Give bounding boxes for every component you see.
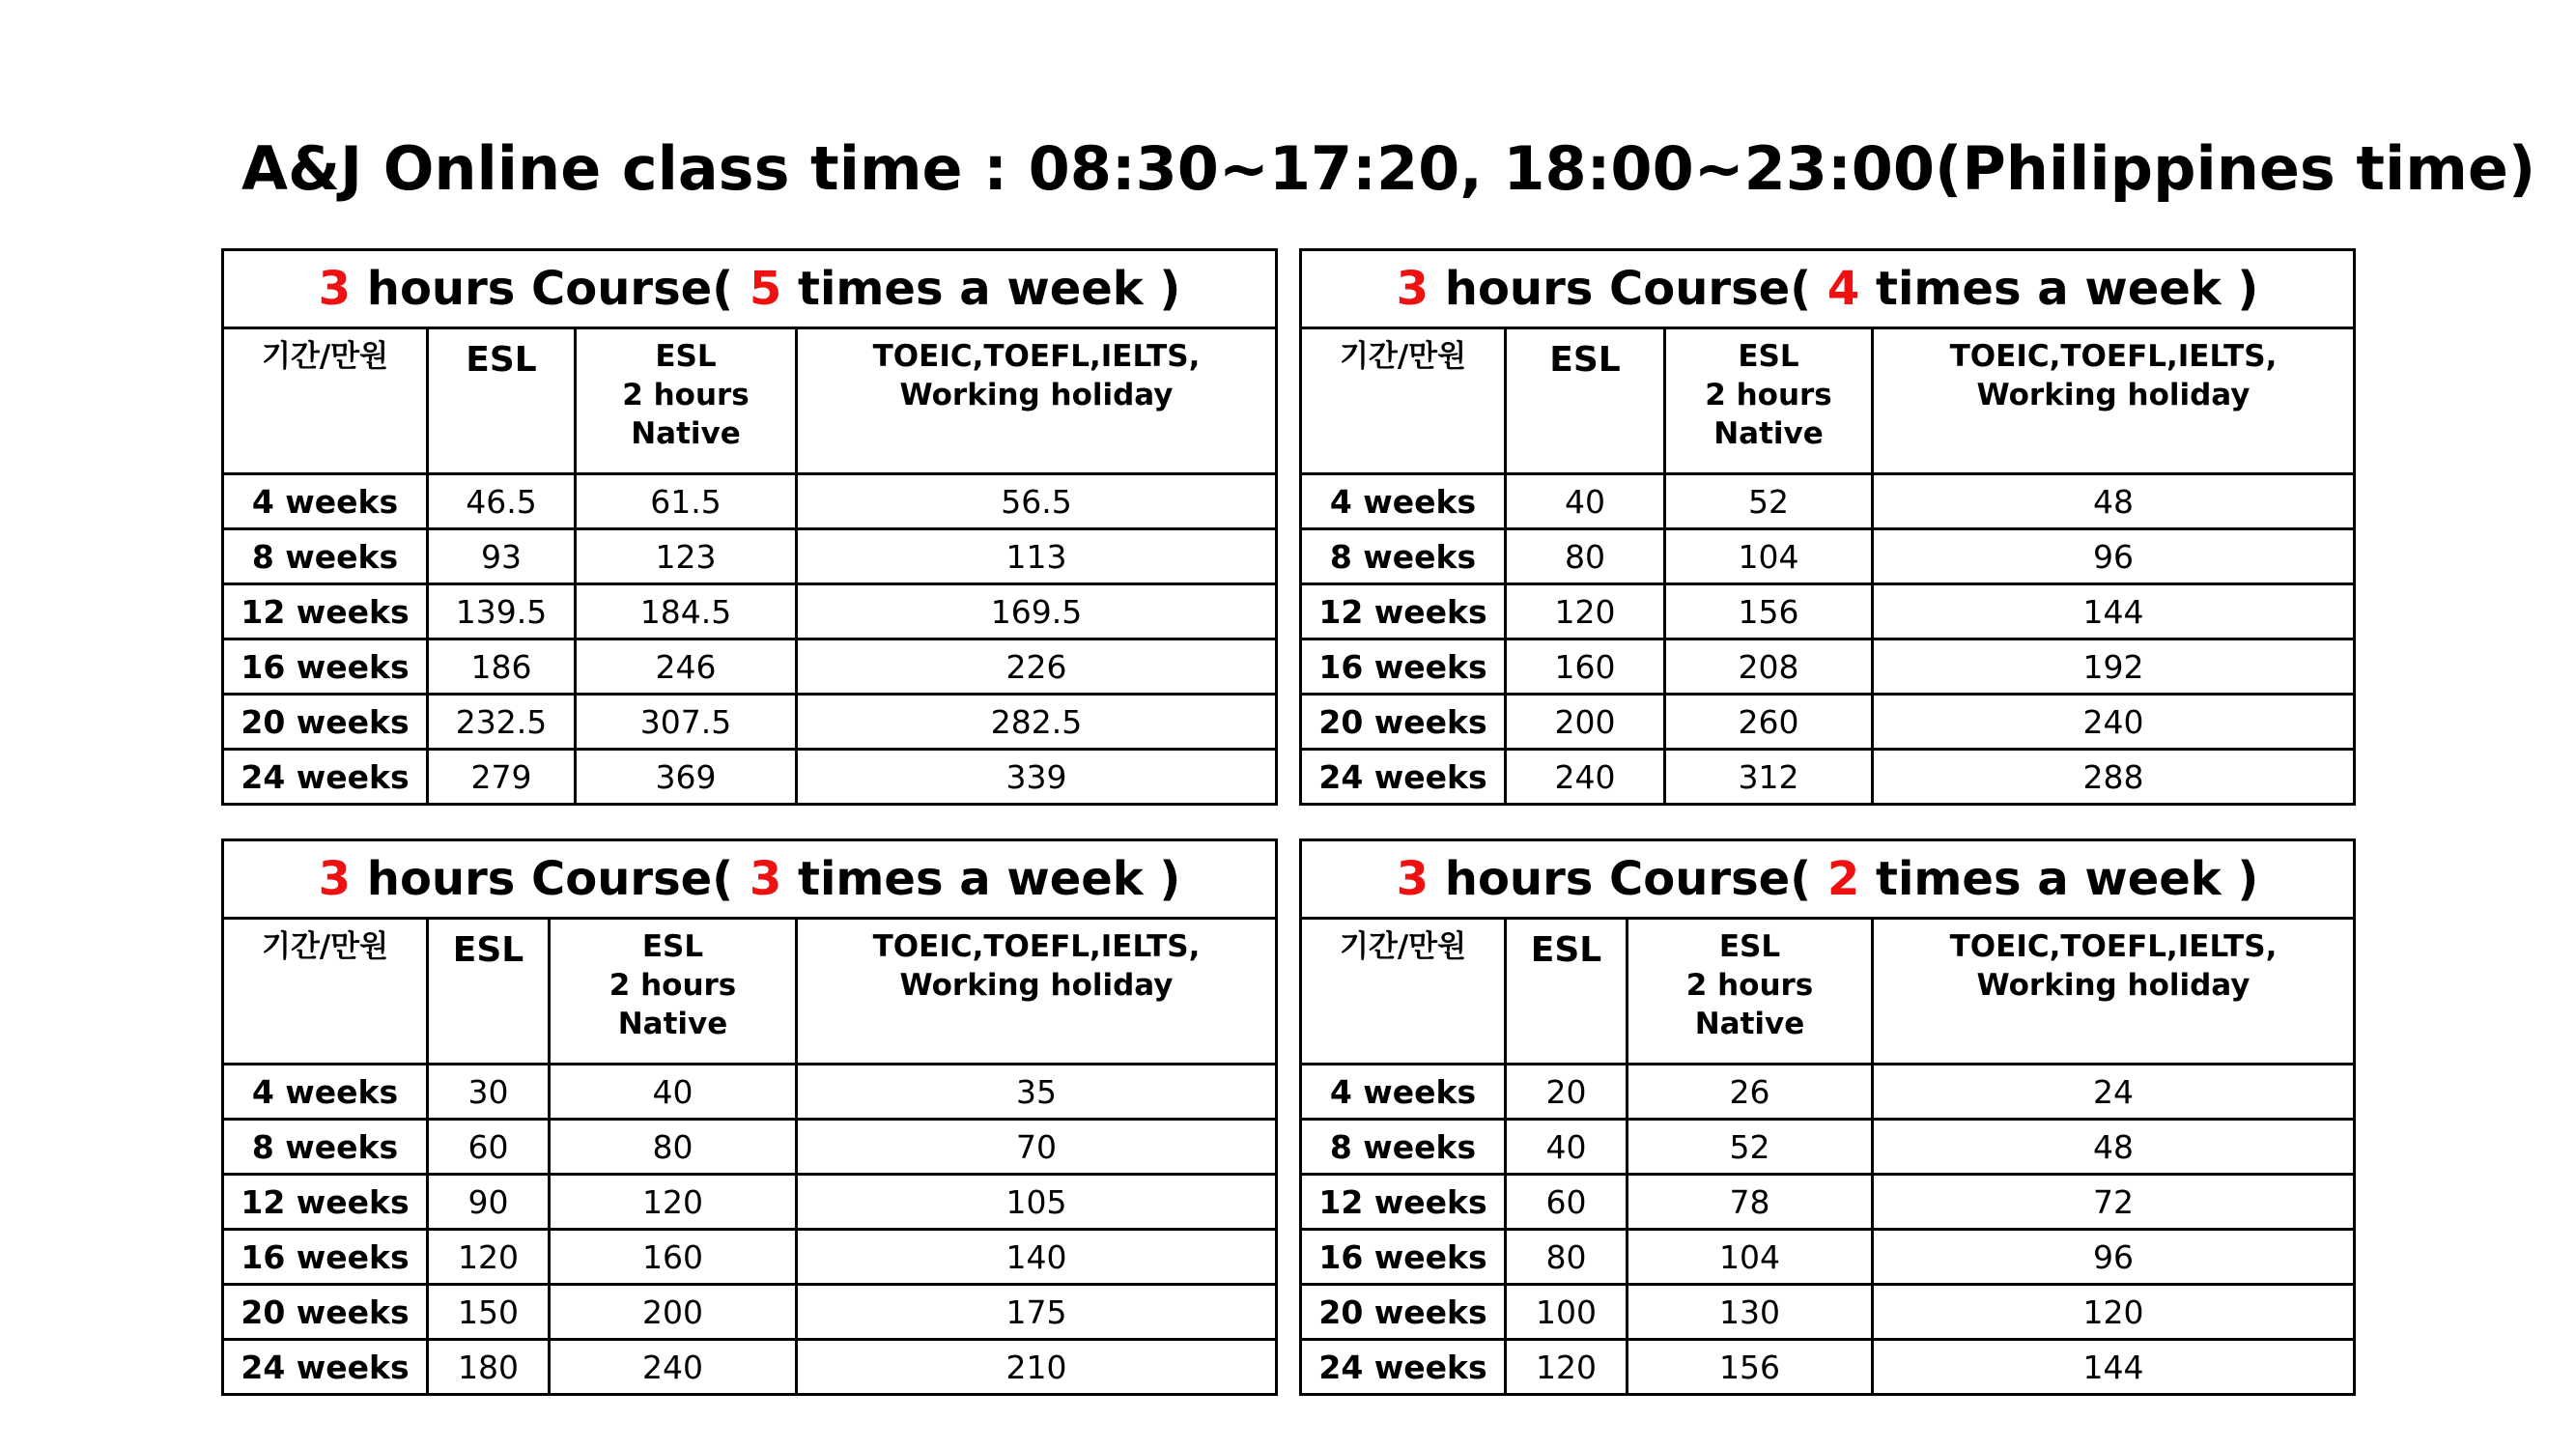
table-row bbox=[1301, 1175, 2355, 1230]
table-row bbox=[1301, 695, 2355, 750]
course-title-suffix: times a week ) bbox=[781, 852, 1181, 906]
period-cell: 8 weeks bbox=[1301, 529, 1506, 584]
period-cell: 12 weeks bbox=[1301, 584, 1506, 639]
hours-number: 3 bbox=[1396, 852, 1430, 906]
header-line: TOEIC,TOEFL,IELTS, bbox=[1949, 929, 2278, 964]
esl-cell: 232.5 bbox=[428, 695, 576, 750]
table-row bbox=[223, 1285, 1277, 1340]
hours-number: 3 bbox=[1396, 262, 1430, 316]
table-row bbox=[223, 474, 1277, 529]
esl-header: ESL bbox=[1506, 919, 1628, 1065]
table-row bbox=[1301, 1285, 2355, 1340]
table-header-row bbox=[1301, 328, 2355, 474]
header-line: Native bbox=[1694, 1007, 1805, 1041]
esl-cell: 186 bbox=[428, 639, 576, 695]
exam-header bbox=[797, 328, 1277, 474]
table-row bbox=[223, 750, 1277, 805]
course-table-3-times bbox=[221, 838, 1275, 1396]
exam-cell: 144 bbox=[1873, 584, 2355, 639]
esl-cell: 60 bbox=[428, 1120, 550, 1175]
table-row bbox=[1301, 474, 2355, 529]
exam-cell: 48 bbox=[1873, 474, 2355, 529]
price-table bbox=[221, 248, 1278, 806]
native-cell: 307.5 bbox=[576, 695, 797, 750]
header-line: Working holiday bbox=[899, 968, 1174, 1003]
price-table bbox=[221, 838, 1278, 1396]
native-cell: 123 bbox=[576, 529, 797, 584]
header-line: ESL bbox=[655, 339, 717, 374]
table-row bbox=[1301, 1120, 2355, 1175]
table-row bbox=[223, 1175, 1277, 1230]
native-cell: 130 bbox=[1628, 1285, 1873, 1340]
esl-cell: 93 bbox=[428, 529, 576, 584]
esl-cell: 20 bbox=[1506, 1065, 1628, 1120]
exam-cell: 48 bbox=[1873, 1120, 2355, 1175]
exam-cell: 169.5 bbox=[797, 584, 1277, 639]
exam-cell: 288 bbox=[1873, 750, 2355, 805]
period-cell: 20 weeks bbox=[1301, 1285, 1506, 1340]
exam-cell: 113 bbox=[797, 529, 1277, 584]
native-cell: 120 bbox=[550, 1175, 797, 1230]
esl-cell: 160 bbox=[1506, 639, 1665, 695]
esl-native-header bbox=[1665, 328, 1873, 474]
table-header-row bbox=[223, 919, 1277, 1065]
price-table bbox=[1299, 248, 2356, 806]
period-cell: 12 weeks bbox=[223, 1175, 428, 1230]
exam-cell: 192 bbox=[1873, 639, 2355, 695]
exam-cell: 56.5 bbox=[797, 474, 1277, 529]
period-header: 기간/만원 bbox=[1301, 919, 1506, 1065]
course-title bbox=[223, 840, 1277, 919]
table-row bbox=[223, 1340, 1277, 1395]
period-header: 기간/만원 bbox=[223, 919, 428, 1065]
period-cell: 24 weeks bbox=[223, 750, 428, 805]
period-cell: 16 weeks bbox=[223, 1230, 428, 1285]
exam-cell: 144 bbox=[1873, 1340, 2355, 1395]
esl-native-header bbox=[1628, 919, 1873, 1065]
table-row bbox=[1301, 529, 2355, 584]
header-line: ESL bbox=[1718, 929, 1781, 964]
course-title-suffix: times a week ) bbox=[1859, 262, 2259, 316]
period-cell: 12 weeks bbox=[223, 584, 428, 639]
esl-cell: 80 bbox=[1506, 1230, 1628, 1285]
header-line: TOEIC,TOEFL,IELTS, bbox=[872, 929, 1201, 964]
course-title bbox=[1301, 250, 2355, 328]
native-cell: 78 bbox=[1628, 1175, 1873, 1230]
native-cell: 156 bbox=[1628, 1340, 1873, 1395]
times-number: 5 bbox=[749, 262, 782, 316]
esl-cell: 279 bbox=[428, 750, 576, 805]
native-cell: 312 bbox=[1665, 750, 1873, 805]
period-cell: 4 weeks bbox=[1301, 1065, 1506, 1120]
table-row bbox=[1301, 750, 2355, 805]
table-row bbox=[1301, 1340, 2355, 1395]
table-row bbox=[223, 584, 1277, 639]
header-line: TOEIC,TOEFL,IELTS, bbox=[872, 339, 1201, 374]
period-cell: 8 weeks bbox=[223, 529, 428, 584]
exam-cell: 72 bbox=[1873, 1175, 2355, 1230]
native-cell: 40 bbox=[550, 1065, 797, 1120]
course-table-5-times bbox=[221, 248, 1275, 806]
period-cell: 12 weeks bbox=[1301, 1175, 1506, 1230]
exam-cell: 226 bbox=[797, 639, 1277, 695]
table-row bbox=[1301, 1230, 2355, 1285]
esl-cell: 139.5 bbox=[428, 584, 576, 639]
header-line: TOEIC,TOEFL,IELTS, bbox=[1949, 339, 2278, 374]
table-row bbox=[223, 1230, 1277, 1285]
period-cell: 20 weeks bbox=[223, 1285, 428, 1340]
esl-cell: 30 bbox=[428, 1065, 550, 1120]
esl-cell: 40 bbox=[1506, 474, 1665, 529]
hours-number: 3 bbox=[318, 852, 352, 906]
exam-cell: 105 bbox=[797, 1175, 1277, 1230]
esl-cell: 200 bbox=[1506, 695, 1665, 750]
header-line: 2 hours bbox=[1685, 968, 1814, 1003]
times-number: 4 bbox=[1826, 262, 1860, 316]
period-header: 기간/만원 bbox=[223, 328, 428, 474]
exam-cell: 175 bbox=[797, 1285, 1277, 1340]
native-cell: 104 bbox=[1628, 1230, 1873, 1285]
course-title-suffix: times a week ) bbox=[781, 262, 1181, 316]
esl-cell: 60 bbox=[1506, 1175, 1628, 1230]
course-title bbox=[223, 250, 1277, 328]
esl-cell: 120 bbox=[428, 1230, 550, 1285]
exam-cell: 240 bbox=[1873, 695, 2355, 750]
table-title-row bbox=[1301, 840, 2355, 919]
header-line: ESL bbox=[1738, 339, 1799, 374]
period-cell: 4 weeks bbox=[1301, 474, 1506, 529]
period-cell: 8 weeks bbox=[223, 1120, 428, 1175]
exam-cell: 24 bbox=[1873, 1065, 2355, 1120]
course-title bbox=[1301, 840, 2355, 919]
course-title-mid: hours Course( bbox=[1429, 852, 1827, 906]
esl-cell: 46.5 bbox=[428, 474, 576, 529]
course-title-mid: hours Course( bbox=[351, 262, 750, 316]
esl-cell: 40 bbox=[1506, 1120, 1628, 1175]
exam-cell: 339 bbox=[797, 750, 1277, 805]
esl-native-header bbox=[550, 919, 797, 1065]
native-cell: 52 bbox=[1665, 474, 1873, 529]
header-line: 2 hours bbox=[1705, 378, 1832, 412]
exam-cell: 96 bbox=[1873, 1230, 2355, 1285]
table-row bbox=[223, 1065, 1277, 1120]
native-cell: 246 bbox=[576, 639, 797, 695]
header-line: Working holiday bbox=[899, 378, 1174, 412]
table-title-row bbox=[223, 840, 1277, 919]
esl-cell: 150 bbox=[428, 1285, 550, 1340]
price-table bbox=[1299, 838, 2356, 1396]
table-row bbox=[223, 639, 1277, 695]
period-cell: 16 weeks bbox=[1301, 639, 1506, 695]
exam-cell: 282.5 bbox=[797, 695, 1277, 750]
course-title-mid: hours Course( bbox=[1429, 262, 1827, 316]
exam-cell: 120 bbox=[1873, 1285, 2355, 1340]
header-line: Native bbox=[631, 416, 741, 451]
esl-cell: 80 bbox=[1506, 529, 1665, 584]
native-cell: 208 bbox=[1665, 639, 1873, 695]
header-line: 2 hours bbox=[622, 378, 750, 412]
header-line: Working holiday bbox=[1976, 378, 2250, 412]
header-line: Native bbox=[1713, 416, 1824, 451]
esl-header: ESL bbox=[1506, 328, 1665, 474]
esl-header: ESL bbox=[428, 328, 576, 474]
esl-cell: 120 bbox=[1506, 1340, 1628, 1395]
period-cell: 24 weeks bbox=[223, 1340, 428, 1395]
course-title-mid: hours Course( bbox=[351, 852, 750, 906]
period-header: 기간/만원 bbox=[1301, 328, 1506, 474]
exam-header bbox=[797, 919, 1277, 1065]
exam-cell: 70 bbox=[797, 1120, 1277, 1175]
table-header-row bbox=[223, 328, 1277, 474]
esl-cell: 240 bbox=[1506, 750, 1665, 805]
native-cell: 200 bbox=[550, 1285, 797, 1340]
native-cell: 80 bbox=[550, 1120, 797, 1175]
header-line: Working holiday bbox=[1976, 968, 2250, 1003]
period-cell: 4 weeks bbox=[223, 1065, 428, 1120]
exam-header bbox=[1873, 328, 2355, 474]
table-row bbox=[1301, 584, 2355, 639]
esl-cell: 100 bbox=[1506, 1285, 1628, 1340]
header-line: 2 hours bbox=[609, 968, 737, 1003]
period-cell: 20 weeks bbox=[1301, 695, 1506, 750]
exam-cell: 35 bbox=[797, 1065, 1277, 1120]
period-cell: 20 weeks bbox=[223, 695, 428, 750]
native-cell: 260 bbox=[1665, 695, 1873, 750]
table-row bbox=[223, 529, 1277, 584]
native-cell: 52 bbox=[1628, 1120, 1873, 1175]
native-cell: 104 bbox=[1665, 529, 1873, 584]
native-cell: 160 bbox=[550, 1230, 797, 1285]
native-cell: 156 bbox=[1665, 584, 1873, 639]
table-title-row bbox=[1301, 250, 2355, 328]
esl-cell: 180 bbox=[428, 1340, 550, 1395]
period-cell: 24 weeks bbox=[1301, 1340, 1506, 1395]
period-cell: 16 weeks bbox=[1301, 1230, 1506, 1285]
course-table-4-times bbox=[1299, 248, 2353, 806]
table-row bbox=[1301, 1065, 2355, 1120]
times-number: 3 bbox=[749, 852, 782, 906]
header-line: ESL bbox=[641, 929, 704, 964]
esl-cell: 120 bbox=[1506, 584, 1665, 639]
period-cell: 8 weeks bbox=[1301, 1120, 1506, 1175]
native-cell: 61.5 bbox=[576, 474, 797, 529]
page-title: A&J Online class time : 08:30~17:20, 18:00~23:00(Philippines time) bbox=[241, 133, 2536, 204]
native-cell: 369 bbox=[576, 750, 797, 805]
table-row bbox=[1301, 639, 2355, 695]
hours-number: 3 bbox=[318, 262, 352, 316]
native-cell: 26 bbox=[1628, 1065, 1873, 1120]
table-row bbox=[223, 695, 1277, 750]
native-cell: 240 bbox=[550, 1340, 797, 1395]
table-row bbox=[223, 1120, 1277, 1175]
times-number: 2 bbox=[1826, 852, 1860, 906]
table-title-row bbox=[223, 250, 1277, 328]
esl-header: ESL bbox=[428, 919, 550, 1065]
exam-header bbox=[1873, 919, 2355, 1065]
exam-cell: 210 bbox=[797, 1340, 1277, 1395]
course-table-2-times bbox=[1299, 838, 2353, 1396]
esl-cell: 90 bbox=[428, 1175, 550, 1230]
period-cell: 24 weeks bbox=[1301, 750, 1506, 805]
exam-cell: 140 bbox=[797, 1230, 1277, 1285]
period-cell: 16 weeks bbox=[223, 639, 428, 695]
exam-cell: 96 bbox=[1873, 529, 2355, 584]
period-cell: 4 weeks bbox=[223, 474, 428, 529]
header-line: Native bbox=[617, 1007, 728, 1041]
course-title-suffix: times a week ) bbox=[1859, 852, 2259, 906]
esl-native-header bbox=[576, 328, 797, 474]
native-cell: 184.5 bbox=[576, 584, 797, 639]
table-header-row bbox=[1301, 919, 2355, 1065]
